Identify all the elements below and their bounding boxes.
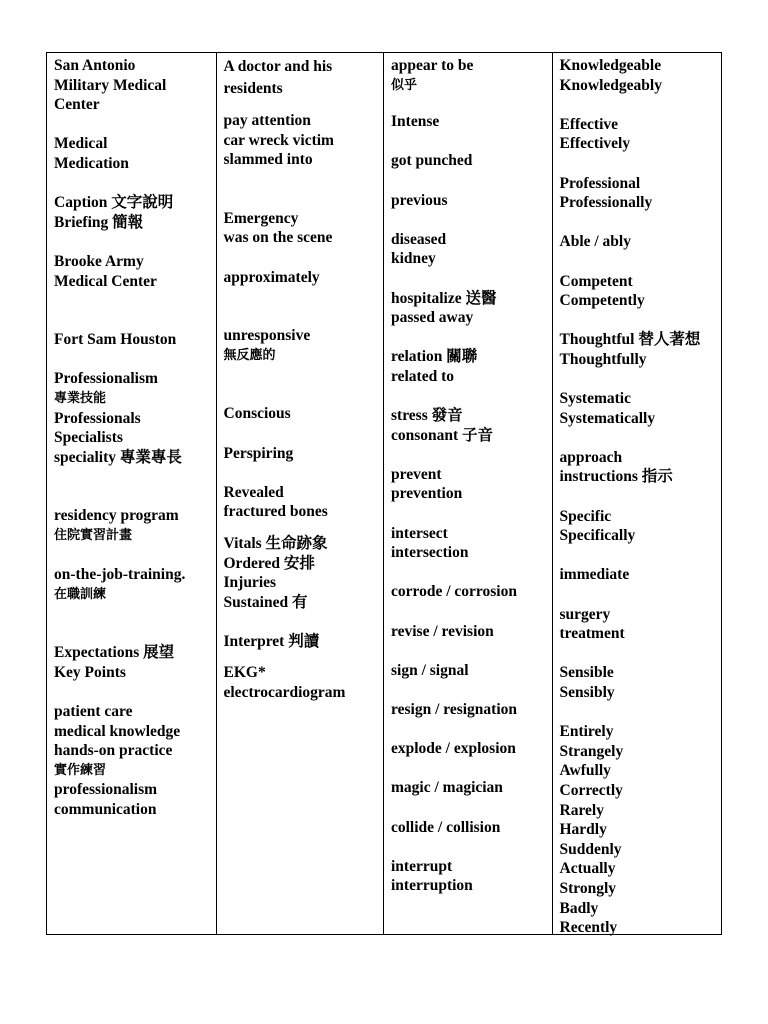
list-item bbox=[391, 778, 552, 798]
text-line: was on the scene bbox=[223, 229, 333, 247]
text-line: Injuries bbox=[223, 574, 277, 592]
text-line: 無反應的 bbox=[223, 347, 276, 363]
list-item bbox=[224, 111, 384, 170]
text-line: Medical Center bbox=[54, 272, 157, 290]
text-line: electrocardiogram bbox=[223, 684, 346, 702]
text-line: kidney bbox=[391, 250, 436, 268]
text-line: immediate bbox=[559, 566, 630, 584]
text-line: Competently bbox=[559, 292, 645, 310]
list-item bbox=[391, 289, 552, 328]
column-1 bbox=[47, 53, 216, 934]
list-item bbox=[560, 605, 722, 644]
text-line: speciality 專業專長 bbox=[54, 448, 182, 466]
text-line: explode / explosion bbox=[391, 740, 516, 758]
text-line: EKG* bbox=[223, 664, 266, 682]
text-line: 似乎 bbox=[391, 77, 418, 93]
list-item bbox=[224, 404, 384, 424]
list-item bbox=[224, 483, 384, 522]
list-item bbox=[54, 506, 216, 545]
list-item bbox=[560, 272, 722, 311]
text-line: Systematic bbox=[559, 390, 631, 408]
text-line: 專業技能 bbox=[54, 390, 107, 406]
list-item bbox=[224, 444, 384, 464]
list-item bbox=[391, 524, 552, 563]
text-line: Knowledgeable bbox=[559, 57, 662, 74]
text-line: passed away bbox=[391, 309, 474, 327]
list-item bbox=[54, 702, 216, 820]
column-3 bbox=[383, 53, 552, 934]
text-line: hospitalize 送醫 bbox=[391, 289, 497, 307]
text-line: related to bbox=[391, 367, 454, 385]
text-line: interruption bbox=[391, 877, 473, 895]
text-line: Strangely bbox=[559, 742, 624, 760]
text-line: Competent bbox=[559, 272, 633, 290]
list-item bbox=[560, 565, 722, 585]
text-line: revise / revision bbox=[391, 622, 494, 640]
text-line: Briefing 簡報 bbox=[54, 213, 144, 231]
list-item bbox=[54, 330, 216, 350]
list-item bbox=[391, 582, 552, 602]
text-line: Intense bbox=[391, 113, 440, 131]
vocabulary-table bbox=[46, 52, 722, 935]
text-line: Key Points bbox=[54, 663, 126, 681]
list-item bbox=[391, 465, 552, 504]
text-line: fractured bones bbox=[223, 503, 328, 521]
list-item bbox=[54, 369, 216, 467]
text-line: Vitals 生命跡象 bbox=[223, 534, 328, 552]
text-line: relation 關聯 bbox=[391, 348, 478, 366]
list-item bbox=[391, 112, 552, 132]
text-line: diseased bbox=[391, 230, 447, 248]
list-item bbox=[224, 326, 384, 365]
list-item bbox=[560, 507, 722, 546]
text-line: Specifically bbox=[559, 527, 636, 545]
text-line: Revealed bbox=[223, 483, 284, 501]
list-item bbox=[391, 230, 552, 269]
text-line: Caption 文字說明 bbox=[54, 194, 174, 212]
text-line: interrupt bbox=[391, 857, 453, 875]
text-line: slammed into bbox=[223, 151, 313, 169]
text-line: appear to be bbox=[391, 57, 474, 74]
list-item bbox=[391, 818, 552, 838]
text-line: Medical bbox=[54, 135, 108, 153]
list-item bbox=[560, 448, 722, 487]
text-line: patient care bbox=[54, 703, 133, 721]
text-line: got punched bbox=[391, 152, 473, 170]
list-item bbox=[560, 389, 722, 428]
text-line: Suddenly bbox=[559, 840, 622, 858]
text-line: Professionalism bbox=[54, 370, 158, 388]
text-line: Effectively bbox=[559, 135, 631, 153]
text-line: 住院實習計畫 bbox=[54, 527, 133, 543]
list-item bbox=[560, 663, 722, 702]
text-line: resign / resignation bbox=[391, 701, 518, 718]
text-line: Professionals bbox=[54, 409, 141, 427]
text-line: 實作練習 bbox=[54, 762, 107, 778]
text-line: Thoughtful 替人著想 bbox=[559, 331, 701, 349]
list-item bbox=[560, 115, 722, 154]
text-line: intersection bbox=[391, 544, 469, 562]
text-line: Military Medical bbox=[54, 76, 167, 94]
text-line: Ordered 安排 bbox=[223, 554, 315, 572]
list-item bbox=[391, 191, 552, 211]
text-line: Correctly bbox=[559, 781, 623, 799]
text-line: medical knowledge bbox=[54, 722, 181, 740]
text-line: intersect bbox=[391, 524, 448, 542]
list-item bbox=[54, 56, 216, 115]
list-item bbox=[391, 700, 552, 720]
list-item bbox=[224, 56, 384, 100]
text-line: residency program bbox=[54, 507, 179, 525]
text-line: Fort Sam Houston bbox=[54, 331, 177, 349]
text-line: Actually bbox=[559, 860, 616, 878]
list-item bbox=[391, 739, 552, 759]
text-line: treatment bbox=[559, 625, 625, 643]
list-item bbox=[224, 268, 384, 288]
list-item bbox=[560, 232, 722, 252]
text-line: Brooke Army bbox=[54, 252, 144, 270]
text-line: Knowledgeably bbox=[559, 76, 662, 94]
text-line: Able / ably bbox=[559, 233, 631, 251]
list-item bbox=[224, 209, 384, 248]
text-line: previous bbox=[391, 191, 448, 209]
text-line: Recently bbox=[559, 919, 618, 937]
list-item bbox=[54, 134, 216, 173]
text-line: Badly bbox=[559, 899, 599, 917]
text-line: San Antonio bbox=[54, 57, 136, 74]
text-line: on-the-job-training. bbox=[54, 566, 186, 584]
text-line: Effective bbox=[559, 115, 619, 133]
text-line: Professionally bbox=[559, 194, 653, 212]
text-line: Systematically bbox=[559, 409, 656, 427]
text-line: pay attention bbox=[223, 112, 311, 129]
list-item bbox=[224, 663, 384, 702]
text-line: residents bbox=[223, 80, 283, 97]
list-item bbox=[391, 406, 552, 445]
text-line: hands-on practice bbox=[54, 742, 173, 760]
text-line: Professional bbox=[559, 174, 641, 192]
text-line: Expectations 展望 bbox=[54, 644, 175, 662]
text-line: Rarely bbox=[559, 801, 604, 819]
list-item bbox=[391, 151, 552, 171]
text-line: Emergency bbox=[223, 209, 299, 227]
list-item bbox=[391, 347, 552, 386]
list-item bbox=[54, 193, 216, 232]
text-line: Center bbox=[54, 96, 100, 114]
text-line: Awfully bbox=[559, 762, 611, 780]
list-item bbox=[560, 722, 722, 938]
text-line: corrode / corrosion bbox=[391, 583, 517, 601]
text-line: approach bbox=[559, 448, 623, 466]
text-line: unresponsive bbox=[223, 327, 311, 345]
text-line: prevention bbox=[391, 485, 463, 503]
column-4 bbox=[552, 53, 722, 937]
text-line: Sustained 有 bbox=[223, 593, 308, 611]
text-line: Hardly bbox=[559, 821, 607, 839]
list-item bbox=[560, 56, 722, 95]
list-item bbox=[54, 565, 216, 604]
text-line: surgery bbox=[559, 605, 611, 623]
text-line: Medication bbox=[54, 154, 129, 172]
text-line: magic / magician bbox=[391, 779, 503, 797]
text-line: professionalism bbox=[54, 781, 158, 799]
text-line: Conscious bbox=[223, 405, 291, 423]
text-line: Strongly bbox=[559, 879, 617, 897]
list-item bbox=[391, 56, 552, 95]
list-item bbox=[560, 330, 722, 369]
text-line: communication bbox=[54, 801, 157, 818]
text-line: approximately bbox=[223, 268, 320, 286]
list-item bbox=[560, 174, 722, 213]
text-line: A doctor and his bbox=[223, 58, 333, 75]
text-line: prevent bbox=[391, 465, 442, 483]
text-line: Thoughtfully bbox=[559, 350, 647, 368]
list-item bbox=[224, 534, 384, 612]
text-line: Sensible bbox=[559, 664, 614, 682]
column-2 bbox=[216, 53, 384, 934]
text-line: instructions 指示 bbox=[559, 468, 673, 486]
text-line: 在職訓練 bbox=[54, 586, 107, 602]
list-item bbox=[391, 622, 552, 642]
text-line: Specific bbox=[559, 507, 612, 525]
list-item bbox=[54, 252, 216, 291]
list-item bbox=[54, 643, 216, 682]
text-line: stress 發音 bbox=[391, 407, 463, 425]
text-line: consonant 子音 bbox=[391, 426, 494, 444]
text-line: sign / signal bbox=[391, 661, 469, 679]
text-line: collide / collision bbox=[391, 818, 501, 836]
list-item bbox=[224, 632, 384, 652]
text-line: Entirely bbox=[559, 723, 614, 741]
text-line: Sensibly bbox=[559, 684, 615, 701]
text-line: Specialists bbox=[54, 429, 123, 447]
text-line: Interpret 判讀 bbox=[223, 632, 320, 650]
list-item bbox=[391, 661, 552, 681]
text-line: car wreck victim bbox=[223, 131, 334, 149]
text-line: Perspiring bbox=[223, 444, 294, 462]
list-item bbox=[391, 857, 552, 896]
